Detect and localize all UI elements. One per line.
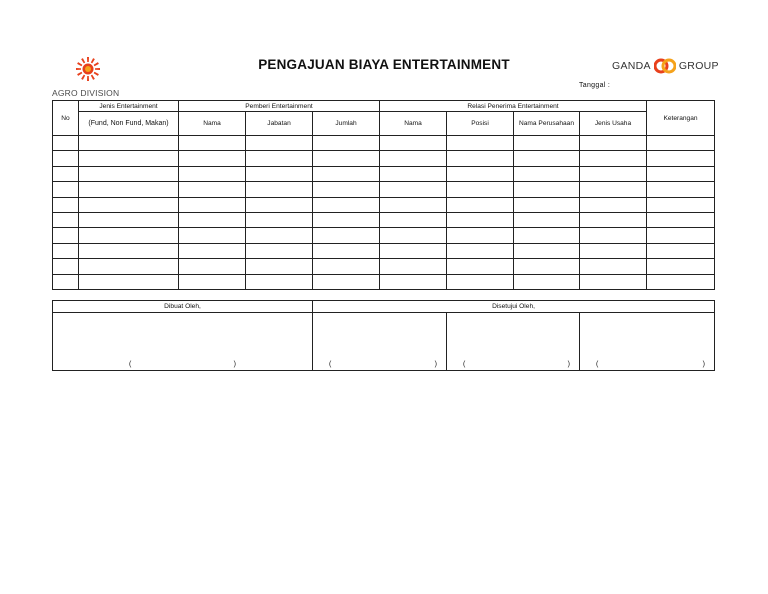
table-row [53, 228, 715, 243]
logo-word-ganda: GANDA [612, 60, 651, 72]
table-cell[interactable] [53, 243, 79, 258]
header-pemberi: Pemberi Entertainment [179, 101, 380, 112]
table-cell[interactable] [380, 182, 447, 197]
table-cell[interactable] [313, 228, 380, 243]
date-label: Tanggal : [579, 82, 611, 89]
table-cell[interactable] [514, 197, 580, 212]
table-cell[interactable] [179, 212, 246, 227]
open-paren: ( [463, 361, 466, 368]
table-cell[interactable] [647, 243, 715, 258]
header-relasi-perusahaan: Nama Perusahaan [514, 112, 580, 136]
table-cell[interactable] [580, 182, 647, 197]
ganda-knot-icon [654, 57, 676, 75]
table-cell[interactable] [246, 182, 313, 197]
header-pemberi-nama: Nama [179, 112, 246, 136]
table-cell[interactable] [246, 228, 313, 243]
table-cell[interactable] [313, 166, 380, 181]
table-cell[interactable] [79, 197, 179, 212]
table-cell[interactable] [514, 182, 580, 197]
table-cell[interactable] [246, 197, 313, 212]
table-cell[interactable] [647, 228, 715, 243]
table-cell[interactable] [514, 151, 580, 166]
table-cell[interactable] [179, 228, 246, 243]
table-cell[interactable] [79, 228, 179, 243]
table-cell[interactable] [380, 166, 447, 181]
signature-box-approver-3[interactable] [580, 313, 715, 371]
table-row [53, 182, 715, 197]
header-pemberi-jabatan: Jabatan [246, 112, 313, 136]
table-cell[interactable] [246, 136, 313, 151]
close-paren: ) [702, 361, 706, 368]
table-cell[interactable] [380, 197, 447, 212]
table-cell[interactable] [580, 166, 647, 181]
table-cell[interactable] [246, 212, 313, 227]
header-keterangan: Keterangan [647, 101, 715, 136]
close-paren: ) [434, 361, 437, 368]
header-jenis: Jenis Entertainment [79, 101, 179, 112]
table-cell[interactable] [647, 212, 715, 227]
table-row [53, 274, 715, 289]
header-relasi-usaha: Jenis Usaha [580, 112, 647, 136]
table-cell[interactable] [514, 166, 580, 181]
table-cell[interactable] [380, 243, 447, 258]
table-cell[interactable] [647, 136, 715, 151]
table-cell[interactable] [647, 151, 715, 166]
table-cell[interactable] [514, 274, 580, 289]
table-row [53, 212, 715, 227]
table-cell[interactable] [313, 136, 380, 151]
open-paren: ( [596, 361, 599, 368]
table-cell[interactable] [246, 243, 313, 258]
table-cell[interactable] [447, 197, 514, 212]
table-cell[interactable] [313, 182, 380, 197]
table-cell[interactable] [380, 136, 447, 151]
approved-by-label: Disetujui Oleh, [313, 301, 715, 313]
table-cell[interactable] [647, 259, 715, 274]
table-cell[interactable] [246, 274, 313, 289]
made-by-label: Dibuat Oleh, [53, 301, 313, 313]
division-label: AGRO DIVISION [52, 88, 120, 98]
table-cell[interactable] [313, 212, 380, 227]
table-cell[interactable] [447, 228, 514, 243]
close-paren: ) [567, 361, 570, 368]
table-cell[interactable] [447, 243, 514, 258]
table-cell[interactable] [514, 136, 580, 151]
table-cell[interactable] [179, 259, 246, 274]
table-cell[interactable] [380, 228, 447, 243]
signature-box-maker[interactable] [53, 313, 313, 371]
table-cell[interactable] [313, 197, 380, 212]
header-relasi-posisi: Posisi [447, 112, 514, 136]
header-relasi-nama: Nama [380, 112, 447, 136]
table-cell[interactable] [447, 274, 514, 289]
table-row [53, 243, 715, 258]
table-cell[interactable] [179, 166, 246, 181]
table-cell[interactable] [447, 166, 514, 181]
table-cell[interactable] [514, 212, 580, 227]
table-cell[interactable] [53, 259, 79, 274]
table-cell[interactable] [313, 151, 380, 166]
page-title: PENGAJUAN BIAYA ENTERTAINMENT [258, 57, 510, 72]
table-cell[interactable] [79, 259, 179, 274]
table-cell[interactable] [246, 151, 313, 166]
table-cell[interactable] [447, 212, 514, 227]
table-cell[interactable] [580, 259, 647, 274]
table-cell[interactable] [53, 151, 79, 166]
ganda-group-logo [612, 56, 719, 76]
table-cell[interactable] [53, 228, 79, 243]
table-cell[interactable] [179, 243, 246, 258]
table-cell[interactable] [179, 182, 246, 197]
table-cell[interactable] [53, 136, 79, 151]
table-cell[interactable] [380, 151, 447, 166]
header-jenis-detail: (Fund, Non Fund, Makan) [79, 112, 179, 136]
open-paren: ( [329, 361, 332, 368]
table-row [53, 259, 715, 274]
logo-word-group: GROUP [678, 60, 719, 72]
table-row [53, 151, 715, 166]
signature-box-approver-1[interactable] [313, 313, 447, 371]
header-pemberi-jumlah: Jumlah [313, 112, 380, 136]
table-cell[interactable] [580, 243, 647, 258]
table-cell[interactable] [313, 274, 380, 289]
table-cell[interactable] [246, 166, 313, 181]
header-relasi: Relasi Penerima Entertainment [380, 101, 647, 112]
table-cell[interactable] [53, 166, 79, 181]
table-cell[interactable] [53, 274, 79, 289]
table-cell[interactable] [647, 274, 715, 289]
table-cell[interactable] [580, 151, 647, 166]
table-cell[interactable] [447, 151, 514, 166]
table-cell[interactable] [580, 274, 647, 289]
table-cell[interactable] [514, 228, 580, 243]
table-cell[interactable] [580, 136, 647, 151]
table-cell[interactable] [647, 197, 715, 212]
table-cell[interactable] [79, 243, 179, 258]
table-cell[interactable] [179, 197, 246, 212]
table-cell[interactable] [447, 259, 514, 274]
table-row [53, 166, 715, 181]
table-cell[interactable] [313, 259, 380, 274]
table-cell[interactable] [79, 212, 179, 227]
table-cell[interactable] [447, 136, 514, 151]
table-cell[interactable] [179, 151, 246, 166]
table-cell[interactable] [179, 136, 246, 151]
header-no: No [53, 101, 79, 136]
signature-box-approver-2[interactable] [447, 313, 580, 371]
table-cell[interactable] [79, 182, 179, 197]
table-cell[interactable] [79, 136, 179, 151]
table-cell[interactable] [79, 274, 179, 289]
open-paren: ( [129, 361, 132, 368]
table-cell[interactable] [53, 212, 79, 227]
table-cell[interactable] [647, 182, 715, 197]
close-paren: ) [233, 361, 236, 368]
table-cell[interactable] [380, 274, 447, 289]
table-cell[interactable] [380, 212, 447, 227]
table-cell[interactable] [580, 228, 647, 243]
table-row [53, 197, 715, 212]
table-cell[interactable] [246, 259, 313, 274]
table-cell[interactable] [647, 166, 715, 181]
table-cell[interactable] [514, 243, 580, 258]
table-cell[interactable] [447, 182, 514, 197]
table-cell[interactable] [53, 182, 79, 197]
table-cell[interactable] [179, 274, 246, 289]
entertainment-table [52, 100, 715, 290]
signature-table [52, 300, 715, 371]
table-cell[interactable] [79, 151, 179, 166]
table-cell[interactable] [53, 197, 79, 212]
table-cell[interactable] [580, 197, 647, 212]
table-row [53, 136, 715, 151]
table-cell[interactable] [514, 259, 580, 274]
table-cell[interactable] [313, 243, 380, 258]
table-cell[interactable] [580, 212, 647, 227]
table-cell[interactable] [380, 259, 447, 274]
table-cell[interactable] [79, 166, 179, 181]
